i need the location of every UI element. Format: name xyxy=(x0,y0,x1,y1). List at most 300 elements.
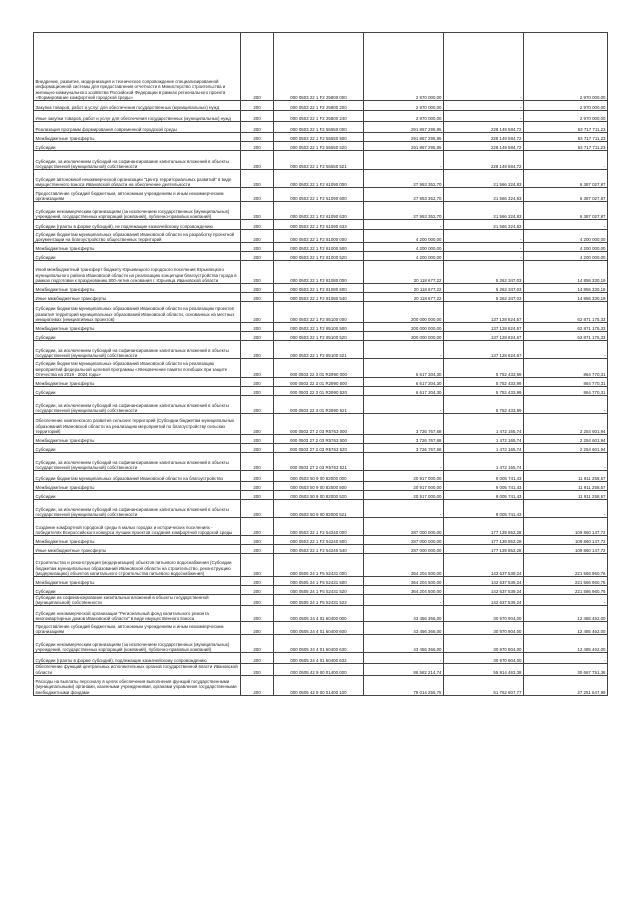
executed-amount: 228 149 584,72 xyxy=(444,151,524,170)
line-item-name: Субсидии, за исключением субсидий на софинансирование капитальных вложений в объекты государственной (муниципальной) собственности xyxy=(34,500,241,518)
line-item-name: Межбюджетные трансферты xyxy=(34,482,241,491)
approved-amount: 200 000 000,00 xyxy=(364,302,444,323)
line-code: 200 xyxy=(241,491,274,500)
approved-amount: 79 014 255,75 xyxy=(364,675,444,695)
executed-amount: 142 637 539,24 xyxy=(444,586,524,595)
line-code: 200 xyxy=(241,653,274,664)
line-item-name: Субсидии, за исключением субсидий на софинансирование капитальных вложений в объекты государственной (муниципальной) собственности xyxy=(34,151,241,170)
unexecuted-amount: - xyxy=(524,500,608,518)
line-code: 200 xyxy=(241,396,274,414)
executed-amount: 5 262 347,03 xyxy=(444,284,524,293)
table-row xyxy=(34,606,608,622)
table-row xyxy=(34,293,608,302)
unexecuted-amount: 12 485 462,00 xyxy=(524,606,608,622)
unexecuted-amount: 14 856 330,19 xyxy=(524,293,608,302)
classification-code: 000 0503 22 3 01 R2990 520 xyxy=(274,387,364,396)
line-code: 200 xyxy=(241,142,274,151)
executed-amount: 21 566 324,83 xyxy=(444,220,524,230)
unexecuted-amount: 221 566 960,76 xyxy=(524,554,608,577)
approved-amount: 20 118 677,22 xyxy=(364,284,444,293)
unexecuted-amount: 63 717 711,23 xyxy=(524,133,608,142)
approved-amount: 4 200 000,00 xyxy=(364,230,444,243)
unexecuted-amount: 12 485 462,00 xyxy=(524,635,608,653)
line-code: 200 xyxy=(241,293,274,302)
approved-amount: 3 726 767,68 xyxy=(364,435,444,444)
approved-amount: 200 000 000,00 xyxy=(364,332,444,341)
executed-amount: 5 262 347,03 xyxy=(444,261,524,284)
line-item-name: Межбюджетные трансферты xyxy=(34,577,241,586)
classification-code: 000 0503 22 1 F2 55550 521 xyxy=(274,151,364,170)
executed-amount: 1 472 165,74 xyxy=(444,435,524,444)
unexecuted-amount: 30 667 751,36 xyxy=(524,664,608,675)
line-code: 200 xyxy=(241,664,274,675)
executed-amount: 9 005 741,43 xyxy=(444,471,524,482)
executed-amount: 1 472 165,74 xyxy=(444,444,524,453)
classification-code: 000 0503 22 1 F2 54240 540 xyxy=(274,545,364,554)
classification-code: 000 0503 22 1 F2 85100 520 xyxy=(274,332,364,341)
line-item-name: Субсидии (гранты в форме субсидий), подлежащие казначейскому сопровождению xyxy=(34,653,241,664)
executed-amount: - xyxy=(444,101,524,111)
line-item-name: Иные закупки товаров, работ и услуг для обеспечения государственных (муниципальных) нужд xyxy=(34,111,241,122)
line-item-name: Субсидия автономной некоммерческой организации "Центр территориальных развитий" в виде имущественного взноса Ивановской области на обеспечение деятельности xyxy=(34,170,241,188)
line-item-name: Иные межбюджетные трансферты xyxy=(34,545,241,554)
line-code: 200 xyxy=(241,453,274,471)
unexecuted-amount: 221 566 960,76 xyxy=(524,577,608,586)
line-item-name: Создание комфортной городской среды в малых городах и исторических поселениях - победителях Всероссийского конкурса лучших проектов создания комфортной городской среды xyxy=(34,518,241,536)
approved-amount: - xyxy=(364,453,444,471)
classification-code: 000 0503 50 9 00 82000 000 xyxy=(274,471,364,482)
classification-code: 000 0503 22 1 F2 61090 000 xyxy=(274,170,364,188)
table-row xyxy=(34,359,608,378)
executed-amount: 21 566 324,83 xyxy=(444,188,524,202)
line-code: 200 xyxy=(241,122,274,133)
executed-amount: 142 637 539,24 xyxy=(444,595,524,606)
classification-code: 000 0503 22 3 01 R2990 000 xyxy=(274,359,364,378)
classification-code: 000 0503 22 3 01 R2990 521 xyxy=(274,396,364,414)
table-row xyxy=(34,133,608,142)
table-row xyxy=(34,323,608,332)
unexecuted-amount: 14 856 330,19 xyxy=(524,261,608,284)
line-item-name: Субсидии xyxy=(34,252,241,261)
classification-code: 000 0505 24 1 F5 52431 000 xyxy=(274,554,364,577)
line-code: 200 xyxy=(241,33,274,101)
approved-amount: 364 204 500,00 xyxy=(364,586,444,595)
line-item-name: Субсидии, за исключением субсидий на софинансирование капитальных вложений в объекты государственной (муниципальной) собственности xyxy=(34,396,241,414)
approved-amount: 4 200 000,00 xyxy=(364,252,444,261)
unexecuted-amount: 2 970 000,00 xyxy=(524,33,608,101)
line-item-name: Расходы на выплаты персоналу в целях обеспечения выполнения функций государственными (муниципальными) органами, казенными учреждениями, органами управления государственными внебюджетными фондами xyxy=(34,675,241,695)
approved-amount: 291 867 295,95 xyxy=(364,142,444,151)
unexecuted-amount: - xyxy=(524,220,608,230)
unexecuted-amount: 11 911 258,57 xyxy=(524,482,608,491)
unexecuted-amount: 109 860 147,72 xyxy=(524,536,608,545)
line-code: 200 xyxy=(241,536,274,545)
unexecuted-amount: 109 860 147,72 xyxy=(524,518,608,536)
executed-amount: 137 128 824,67 xyxy=(444,332,524,341)
approved-amount: - xyxy=(364,220,444,230)
line-code: 200 xyxy=(241,444,274,453)
unexecuted-amount: 11 911 258,57 xyxy=(524,491,608,500)
line-item-name: Межбюджетные трансферты xyxy=(34,378,241,387)
approved-amount: - xyxy=(364,151,444,170)
unexecuted-amount: 62 871 175,33 xyxy=(524,332,608,341)
line-code: 200 xyxy=(241,471,274,482)
executed-amount: 228 149 584,72 xyxy=(444,142,524,151)
approved-amount: 43 456 366,00 xyxy=(364,622,444,635)
line-item-name: Субсидии бюджетам муниципальных образований Ивановской области на благоустройство xyxy=(34,471,241,482)
executed-amount: 30 970 904,00 xyxy=(444,606,524,622)
table-row xyxy=(34,545,608,554)
table-row xyxy=(34,252,608,261)
executed-amount: 9 005 741,43 xyxy=(444,500,524,518)
approved-amount: 86 582 214,74 xyxy=(364,664,444,675)
line-code: 200 xyxy=(241,414,274,435)
line-item-name: Субсидии xyxy=(34,444,241,453)
table-row xyxy=(34,471,608,482)
line-item-name: Субсидии, за исключением субсидий на софинансирование капитальных вложений в объекты государственной (муниципальной) собственности xyxy=(34,453,241,471)
executed-amount: 55 914 463,38 xyxy=(444,664,524,675)
classification-code: 000 0503 22 1 F2 55550 520 xyxy=(274,142,364,151)
approved-amount: 200 000 000,00 xyxy=(364,323,444,332)
classification-code: 000 0503 27 2 03 R5763 520 xyxy=(274,444,364,453)
table-row xyxy=(34,284,608,293)
table-row xyxy=(34,142,608,151)
executed-amount: 177 139 852,28 xyxy=(444,518,524,536)
approved-amount: - xyxy=(364,500,444,518)
line-item-name: Субсидии xyxy=(34,387,241,396)
line-code: 200 xyxy=(241,577,274,586)
classification-code: 000 0505 24 4 01 60400 632 xyxy=(274,653,364,664)
approved-amount: 2 970 000,00 xyxy=(364,101,444,111)
line-item-name: Субсидии xyxy=(34,142,241,151)
line-item-name: Внедрение, развитие, модернизация и техническое сопровождение специализированной информационной системы для предоставления отчетности в Министерство строительства и жилищно-коммунального хозяйства Российской Федерации в рамках регионального проекта «Формирование комфортной городской среды» xyxy=(34,33,241,101)
line-item-name: Субсидия некоммерческой организации "Региональный фонд капитального ремонта многоквартирных домов Ивановской области" в виде имущественного взноса xyxy=(34,606,241,622)
table-row xyxy=(34,202,608,220)
approved-amount: - xyxy=(364,595,444,606)
line-code: 200 xyxy=(241,230,274,243)
line-item-name: Субсидии на софинансирование капитальных вложений в объекты государственной (муниципальной) собственности xyxy=(34,595,241,606)
line-item-name: Межбюджетные трансферты xyxy=(34,243,241,252)
table-row xyxy=(34,332,608,341)
classification-code: 000 0503 50 9 00 82000 521 xyxy=(274,500,364,518)
approved-amount: 27 953 352,70 xyxy=(364,170,444,188)
table-row xyxy=(34,261,608,284)
executed-amount: 51 762 607,77 xyxy=(444,675,524,695)
unexecuted-amount: 27 251 647,98 xyxy=(524,675,608,695)
classification-code: 000 0503 22 1 F2 81000 520 xyxy=(274,252,364,261)
approved-amount: 6 617 204,30 xyxy=(364,359,444,378)
executed-amount: 30 970 904,00 xyxy=(444,635,524,653)
classification-code: 000 0503 50 9 00 82000 500 xyxy=(274,482,364,491)
unexecuted-amount: - xyxy=(524,341,608,359)
line-code: 200 xyxy=(241,101,274,111)
executed-amount: 5 752 433,99 xyxy=(444,378,524,387)
unexecuted-amount: 63 717 711,23 xyxy=(524,122,608,133)
unexecuted-amount: 12 485 462,00 xyxy=(524,622,608,635)
executed-amount: 5 752 433,99 xyxy=(444,396,524,414)
line-code: 200 xyxy=(241,302,274,323)
executed-amount: - xyxy=(444,230,524,243)
unexecuted-amount: 4 200 000,00 xyxy=(524,252,608,261)
table-row xyxy=(34,188,608,202)
approved-amount: 43 456 366,00 xyxy=(364,606,444,622)
unexecuted-amount: 11 911 258,57 xyxy=(524,471,608,482)
line-code: 200 xyxy=(241,220,274,230)
unexecuted-amount: 2 254 601,94 xyxy=(524,414,608,435)
approved-amount: 4 200 000,00 xyxy=(364,243,444,252)
line-code: 200 xyxy=(241,545,274,554)
table-row xyxy=(34,396,608,414)
table-row xyxy=(34,33,608,101)
line-code: 200 xyxy=(241,284,274,293)
line-item-name: Иной межбюджетный трансферт бюджету Юрьевецкого городского поселения Юрьевецкого муниципального района Ивановской области на реализацию концепции благоустройства города в рамках подготовки к празднованию 800-летия основания г. Юрьевца Ивановской области xyxy=(34,261,241,284)
line-code: 200 xyxy=(241,202,274,220)
line-code: 200 xyxy=(241,554,274,577)
unexecuted-amount: - xyxy=(524,396,608,414)
line-item-name: Субсидии бюджетам муниципальных образований Ивановской области на реализацию мероприятий федеральной целевой программы «Увековечение памяти погибших при защите Отечества на 2019 - 2024 годы» xyxy=(34,359,241,378)
table-row xyxy=(34,378,608,387)
executed-amount: - xyxy=(444,243,524,252)
approved-amount: 3 726 767,68 xyxy=(364,414,444,435)
unexecuted-amount: 6 387 027,87 xyxy=(524,188,608,202)
approved-amount: 20 917 000,00 xyxy=(364,482,444,491)
approved-amount: - xyxy=(364,396,444,414)
approved-amount: 291 867 295,95 xyxy=(364,122,444,133)
classification-code: 000 0505 42 9 00 01400 000 xyxy=(274,664,364,675)
budget-execution-table xyxy=(33,32,608,696)
table-row xyxy=(34,230,608,243)
table-row xyxy=(34,586,608,595)
classification-code: 000 0505 24 4 01 60400 000 xyxy=(274,606,364,622)
classification-code: 000 0503 22 1 F2 81080 000 xyxy=(274,261,364,284)
line-item-name: Субсидии xyxy=(34,586,241,595)
approved-amount: - xyxy=(364,341,444,359)
classification-code: 000 0503 22 1 F2 61090 633 xyxy=(274,220,364,230)
classification-code: 000 0503 22 1 F2 55550 500 xyxy=(274,133,364,142)
table-row xyxy=(34,243,608,252)
line-item-name: Предоставление субсидий бюджетным, автономным учреждениям и иным некоммерческим организациям xyxy=(34,622,241,635)
table-row xyxy=(34,387,608,396)
line-code: 200 xyxy=(241,586,274,595)
unexecuted-amount: 2 970 000,00 xyxy=(524,111,608,122)
approved-amount: 364 204 500,00 xyxy=(364,577,444,586)
approved-amount: 27 953 352,70 xyxy=(364,188,444,202)
line-item-name: Субсидии xyxy=(34,332,241,341)
unexecuted-amount: 2 254 601,94 xyxy=(524,444,608,453)
line-code: 200 xyxy=(241,378,274,387)
line-code: 200 xyxy=(241,387,274,396)
line-item-name: Межбюджетные трансферты xyxy=(34,536,241,545)
executed-amount: 1 472 165,74 xyxy=(444,453,524,471)
table-row xyxy=(34,111,608,122)
table-row xyxy=(34,101,608,111)
approved-amount: 27 953 352,70 xyxy=(364,202,444,220)
line-item-name: Субсидии бюджетам муниципальных образований Ивановской области на разработку проектной документации на благоустройство общественных территорий xyxy=(34,230,241,243)
classification-code: 000 0503 27 2 03 R5763 521 xyxy=(274,453,364,471)
executed-amount: 137 128 824,67 xyxy=(444,302,524,323)
line-code: 200 xyxy=(241,151,274,170)
line-code: 200 xyxy=(241,675,274,695)
line-item-name: Иные межбюджетные трансферты xyxy=(34,293,241,302)
line-code: 200 xyxy=(241,252,274,261)
line-item-name: Субсидии, за исключением субсидий на софинансирование капитальных вложений в объекты государственной (муниципальной) собственности xyxy=(34,341,241,359)
unexecuted-amount: 63 717 711,23 xyxy=(524,142,608,151)
executed-amount: 137 128 824,67 xyxy=(444,323,524,332)
table-row xyxy=(34,170,608,188)
line-code: 200 xyxy=(241,170,274,188)
line-code: 200 xyxy=(241,635,274,653)
unexecuted-amount: - xyxy=(524,595,608,606)
executed-amount: 21 566 324,83 xyxy=(444,170,524,188)
executed-amount: - xyxy=(444,252,524,261)
classification-code: 000 0505 24 4 01 60400 630 xyxy=(274,635,364,653)
table-row xyxy=(34,444,608,453)
unexecuted-amount: - xyxy=(524,453,608,471)
classification-code: 000 0503 50 9 00 82000 520 xyxy=(274,491,364,500)
classification-code: 000 0503 22 1 F2 85100 521 xyxy=(274,341,364,359)
approved-amount: 291 867 295,95 xyxy=(364,133,444,142)
table-body xyxy=(34,33,608,696)
line-code: 200 xyxy=(241,606,274,622)
classification-code: 000 0503 22 1 F2 54240 000 xyxy=(274,518,364,536)
approved-amount: 20 917 000,00 xyxy=(364,491,444,500)
classification-code: 000 0503 22 1 F2 54240 500 xyxy=(274,536,364,545)
line-code: 200 xyxy=(241,188,274,202)
classification-code: 000 0503 22 1 F2 25800 240 xyxy=(274,111,364,122)
line-code: 200 xyxy=(241,243,274,252)
table-row xyxy=(34,302,608,323)
approved-amount: 20 118 677,22 xyxy=(364,293,444,302)
classification-code: 000 0503 22 3 01 R2990 500 xyxy=(274,378,364,387)
unexecuted-amount: 62 871 175,33 xyxy=(524,302,608,323)
line-item-name: Субсидии некоммерческим организациям (за исключением государственных (муниципальных) учреждений, государственных корпораций (компаний), публично-правовых компаний) xyxy=(34,635,241,653)
table-row xyxy=(34,122,608,133)
table-row xyxy=(34,341,608,359)
unexecuted-amount: 2 254 601,94 xyxy=(524,435,608,444)
line-code: 200 xyxy=(241,482,274,491)
unexecuted-amount: 864 770,31 xyxy=(524,378,608,387)
executed-amount: 5 752 433,99 xyxy=(444,359,524,378)
table-row xyxy=(34,577,608,586)
executed-amount: 177 139 852,28 xyxy=(444,545,524,554)
approved-amount: 2 970 000,00 xyxy=(364,33,444,101)
line-item-name: Обеспечение комплексного развития сельских территорий (Субсидии бюджетам муниципальных образований Ивановской области на реализацию мероприятий по благоустройству сельских территорий) xyxy=(34,414,241,435)
executed-amount: 5 262 347,03 xyxy=(444,293,524,302)
table-row xyxy=(34,151,608,170)
line-item-name: Предоставление субсидий бюджетным, автономным учреждениям и иным некоммерческим организациям xyxy=(34,188,241,202)
approved-amount: 287 000 000,00 xyxy=(364,518,444,536)
classification-code: 000 0505 24 4 01 60400 600 xyxy=(274,622,364,635)
approved-amount: 20 917 000,00 xyxy=(364,471,444,482)
table-row xyxy=(34,414,608,435)
executed-amount: 142 637 539,24 xyxy=(444,577,524,586)
table-row xyxy=(34,500,608,518)
approved-amount: 6 617 204,30 xyxy=(364,387,444,396)
executed-amount: 228 149 584,72 xyxy=(444,133,524,142)
approved-amount: 2 970 000,00 xyxy=(364,111,444,122)
table-row xyxy=(34,675,608,695)
approved-amount: 3 726 767,68 xyxy=(364,444,444,453)
unexecuted-amount: 109 860 147,72 xyxy=(524,545,608,554)
executed-amount: - xyxy=(444,33,524,101)
classification-code: 000 0503 22 1 F2 25800 000 xyxy=(274,33,364,101)
unexecuted-amount: 221 566 960,76 xyxy=(524,586,608,595)
approved-amount: 20 118 677,22 xyxy=(364,261,444,284)
line-item-name: Закупка товаров, работ и услуг для обеспечения государственных (муниципальных) нужд xyxy=(34,101,241,111)
line-item-name: Субсидии xyxy=(34,491,241,500)
classification-code: 000 0505 42 9 00 01400 100 xyxy=(274,675,364,695)
unexecuted-amount: 864 770,31 xyxy=(524,387,608,396)
executed-amount: 177 139 852,28 xyxy=(444,536,524,545)
line-code: 200 xyxy=(241,518,274,536)
table-row xyxy=(34,595,608,606)
table-row xyxy=(34,622,608,635)
approved-amount: 43 456 366,00 xyxy=(364,635,444,653)
line-item-name: Межбюджетные трансферты xyxy=(34,133,241,142)
unexecuted-amount: - xyxy=(524,653,608,664)
table-row xyxy=(34,536,608,545)
executed-amount: 1 472 165,74 xyxy=(444,414,524,435)
classification-code: 000 0503 22 1 F2 85100 000 xyxy=(274,302,364,323)
table-row xyxy=(34,491,608,500)
unexecuted-amount: 14 856 330,19 xyxy=(524,284,608,293)
table-row xyxy=(34,518,608,536)
line-code: 200 xyxy=(241,332,274,341)
approved-amount: 364 204 500,00 xyxy=(364,554,444,577)
table-row xyxy=(34,664,608,675)
executed-amount: 30 970 904,00 xyxy=(444,653,524,664)
classification-code: 000 0505 24 1 F5 52431 522 xyxy=(274,595,364,606)
line-code: 200 xyxy=(241,133,274,142)
classification-code: 000 0503 22 1 F2 81080 500 xyxy=(274,284,364,293)
executed-amount: 21 566 324,83 xyxy=(444,202,524,220)
line-code: 200 xyxy=(241,261,274,284)
line-code: 200 xyxy=(241,111,274,122)
executed-amount: 228 149 584,72 xyxy=(444,122,524,133)
classification-code: 000 0505 24 1 F5 52431 500 xyxy=(274,577,364,586)
classification-code: 000 0503 22 1 F2 81080 540 xyxy=(274,293,364,302)
table-row xyxy=(34,220,608,230)
executed-amount: 9 005 741,43 xyxy=(444,482,524,491)
executed-amount: 9 005 741,43 xyxy=(444,491,524,500)
line-code: 200 xyxy=(241,500,274,518)
line-code: 200 xyxy=(241,622,274,635)
line-item-name: Межбюджетные трансферты xyxy=(34,323,241,332)
classification-code: 000 0503 27 2 03 R5763 500 xyxy=(274,435,364,444)
approved-amount: 287 000 000,00 xyxy=(364,536,444,545)
unexecuted-amount: 2 970 000,00 xyxy=(524,101,608,111)
table-row xyxy=(34,635,608,653)
line-item-name: Обеспечение функций центральных исполнительных органов государственной власти Ивановской области xyxy=(34,664,241,675)
classification-code: 000 0503 22 1 F2 55550 000 xyxy=(274,122,364,133)
line-code: 200 xyxy=(241,323,274,332)
table-row xyxy=(34,653,608,664)
line-code: 200 xyxy=(241,435,274,444)
executed-amount: 142 637 539,24 xyxy=(444,554,524,577)
line-item-name: Межбюджетные трансферты xyxy=(34,284,241,293)
classification-code: 000 0505 24 1 F5 52431 520 xyxy=(274,586,364,595)
table-row xyxy=(34,554,608,577)
approved-amount: 287 000 000,00 xyxy=(364,545,444,554)
unexecuted-amount: 62 871 175,33 xyxy=(524,323,608,332)
line-item-name: Межбюджетные трансферты xyxy=(34,435,241,444)
executed-amount: 30 970 904,00 xyxy=(444,622,524,635)
classification-code: 000 0503 27 2 03 R5763 000 xyxy=(274,414,364,435)
unexecuted-amount: 4 200 000,00 xyxy=(524,243,608,252)
line-item-name: Субсидии (гранты в форме субсидий), не подлежащие казначейскому сопровождению xyxy=(34,220,241,230)
executed-amount: 5 752 433,99 xyxy=(444,387,524,396)
line-item-name: Строительство и реконструкция (модернизация) объектов питьевого водоснабжения (Субсидии бюджетам муниципальных образований Ивановской области на строительство, реконструкцию (модернизацию) объектов капитального строительства питьевого водоснабжения) xyxy=(34,554,241,577)
